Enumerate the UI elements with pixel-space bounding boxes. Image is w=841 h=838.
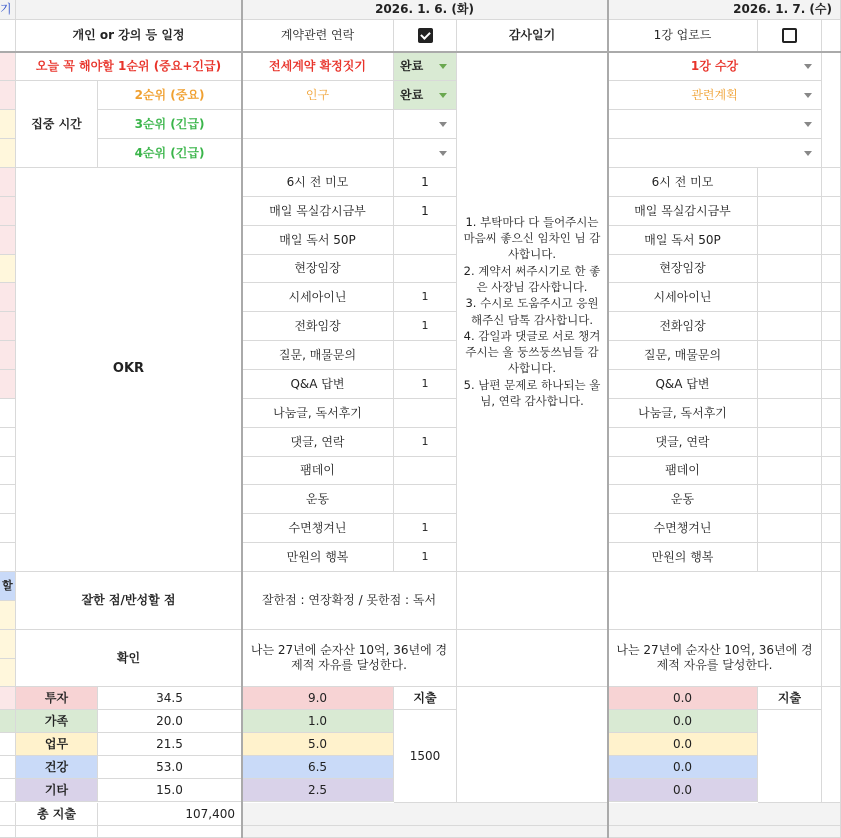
- day2-review[interactable]: [608, 572, 822, 630]
- day2-okr-item-text: 현장임장: [659, 261, 706, 275]
- day2-okr-item-text: Q&A 답변: [655, 376, 710, 391]
- schedule-header: [16, 20, 242, 52]
- day2-okr-value[interactable]: [758, 283, 822, 312]
- day1-category-value-text: 6.5: [307, 759, 328, 774]
- day2-okr-item-text: 매일 독서 50P: [644, 232, 721, 247]
- contact-header-text: 계약관련 연락: [280, 28, 355, 42]
- day1-okr-item: [242, 312, 394, 341]
- day1-okr-item-text: 만원의 행복: [286, 549, 349, 564]
- left-edge-cell: [0, 514, 16, 543]
- day1-okr-item: [242, 168, 394, 197]
- day1-okr-value[interactable]: [394, 197, 457, 226]
- day1-okr-value[interactable]: [394, 255, 457, 283]
- day2-confirm-text: 나는 27년에 순자산 10억, 36년에 경제적 자유를 달성한다.: [616, 643, 813, 672]
- category-total-text: 15.0: [156, 782, 183, 797]
- category-total: [98, 687, 242, 710]
- day1-task-2-text: 인구: [305, 87, 330, 102]
- column-separator: [241, 0, 243, 838]
- category-name: [16, 779, 98, 802]
- category-total: [98, 779, 242, 802]
- category-total-text: 53.0: [156, 759, 183, 774]
- focus-time-text: 집중 시간: [31, 116, 82, 131]
- day2-confirm[interactable]: [608, 630, 822, 687]
- left-edge-cell: [0, 659, 16, 687]
- checkbox-unchecked[interactable]: [782, 28, 797, 43]
- category-name-text: 기타: [44, 782, 69, 797]
- category-name: [16, 710, 98, 733]
- confirm-label: [16, 630, 242, 687]
- category-name-text: 업무: [44, 736, 69, 751]
- left-edge-cell: [0, 52, 16, 81]
- left-edge-cell: [0, 81, 16, 110]
- left-edge-text: 기: [0, 2, 12, 16]
- priority-2-text: 2순위 (중요): [134, 87, 205, 102]
- left-edge-cell: [0, 543, 16, 572]
- day2-okr-value[interactable]: [758, 514, 822, 543]
- category-name: [16, 756, 98, 779]
- day2-okr-item: [608, 168, 758, 197]
- day1-category-value[interactable]: [242, 687, 394, 710]
- day2-category-value-text: 0.0: [672, 736, 693, 751]
- blank-cell: [822, 370, 841, 399]
- day2-task-1-text: 1강 수강: [690, 58, 739, 73]
- category-total-text: 20.0: [156, 713, 183, 728]
- day2-okr-item-text: 시세아이닌: [653, 289, 712, 304]
- total-label-text: 총 지출: [37, 806, 76, 821]
- left-edge-cell: [0, 20, 16, 52]
- date2-text: 2026. 1. 7. (수): [733, 2, 832, 16]
- day2-task-1[interactable]: [608, 52, 822, 81]
- blank-cell: [457, 572, 608, 630]
- day2-okr-item: [608, 399, 758, 428]
- left-edge-header: [0, 0, 16, 20]
- blank-cell: [822, 630, 841, 687]
- day2-task-2-text: 관련계획: [691, 87, 738, 102]
- day2-okr-value[interactable]: [758, 197, 822, 226]
- contact-header: [242, 20, 394, 52]
- blank-cell: [822, 543, 841, 572]
- chevron-down-icon[interactable]: [439, 93, 447, 98]
- day2-okr-item-text: 댓글, 연락: [655, 434, 710, 449]
- day1-status-1-text: 완료: [400, 58, 424, 73]
- upload-header: [608, 20, 758, 52]
- day2-task-2[interactable]: [608, 81, 822, 110]
- total-value-text: 107,400: [185, 806, 235, 821]
- total-label: [16, 803, 98, 826]
- blank-cell: [822, 514, 841, 543]
- day1-okr-item: [242, 457, 394, 485]
- day1-okr-value-text: 1: [421, 203, 429, 218]
- day2-okr-item-text: 팸데이: [665, 463, 700, 477]
- upload-checkbox-cell: [758, 20, 822, 52]
- left-edge-cell: [0, 341, 16, 370]
- day1-okr-item-text: 질문, 매물문의: [278, 347, 357, 362]
- row-separator: [0, 51, 841, 53]
- left-edge-cell: [0, 826, 16, 838]
- contact-checkbox-cell: [394, 20, 457, 52]
- category-name: [16, 733, 98, 756]
- day2-okr-value[interactable]: [758, 341, 822, 370]
- left-edge-cell: [0, 226, 16, 255]
- day1-okr-item: [242, 399, 394, 428]
- day1-okr-value[interactable]: [394, 457, 457, 485]
- day1-expense-label: [394, 687, 457, 710]
- blank-cell: [822, 283, 841, 312]
- day2-category-value-text: 0.0: [672, 782, 693, 797]
- day2-okr-item-text: 전화임장: [659, 318, 706, 333]
- day1-okr-value[interactable]: [394, 514, 457, 543]
- day1-okr-value-text: 1: [421, 290, 429, 304]
- left-edge-cell: [0, 779, 16, 802]
- day2-okr-value[interactable]: [758, 399, 822, 428]
- day2-okr-item-text: 매일 목실감시금부: [634, 203, 731, 218]
- day1-expense-total-text: 1500: [409, 748, 441, 763]
- day1-category-value-text: 2.5: [307, 782, 328, 797]
- category-name-text: 가족: [44, 713, 69, 728]
- left-edge-cell: [0, 572, 16, 601]
- blank-cell: [98, 826, 242, 838]
- day1-okr-item: [242, 283, 394, 312]
- chevron-down-icon[interactable]: [439, 151, 447, 156]
- day1-category-value[interactable]: [242, 733, 394, 756]
- blank-cell: [822, 457, 841, 485]
- day2-okr-item: [608, 543, 758, 572]
- day2-okr-value[interactable]: [758, 485, 822, 514]
- priority-1: [16, 52, 242, 81]
- left-edge-cell: [0, 139, 16, 168]
- day1-okr-value-text: 1: [421, 319, 429, 333]
- day1-okr-item-text: 팸데이: [300, 463, 335, 477]
- day1-okr-value-text: 1: [421, 435, 429, 449]
- left-edge-cell: [0, 687, 16, 710]
- day2-okr-item: [608, 514, 758, 543]
- category-total-text: 21.5: [156, 736, 183, 751]
- left-edge-cell: [0, 733, 16, 756]
- chevron-down-icon[interactable]: [439, 122, 447, 127]
- day1-okr-item-text: 현장임장: [294, 261, 341, 275]
- day1-category-value[interactable]: [242, 756, 394, 779]
- blank-cell: [822, 168, 841, 197]
- day1-review[interactable]: [242, 572, 457, 630]
- blank-cell: [16, 826, 98, 838]
- day1-status-3[interactable]: [394, 110, 457, 139]
- day1-okr-value[interactable]: [394, 283, 457, 312]
- left-edge-cell: [0, 399, 16, 428]
- chevron-down-icon[interactable]: [804, 151, 812, 156]
- category-name-text: 투자: [44, 690, 69, 705]
- gratitude-journal[interactable]: [457, 52, 608, 572]
- day1-okr-item: [242, 428, 394, 457]
- day2-okr-item: [608, 370, 758, 399]
- blank-cell: [822, 572, 841, 630]
- left-edge-cell: [0, 283, 16, 312]
- blank-cell: [822, 341, 841, 370]
- left-edge-cell: [0, 601, 16, 630]
- day1-okr-item: [242, 226, 394, 255]
- day1-okr-item: [242, 370, 394, 399]
- day1-okr-value[interactable]: [394, 399, 457, 428]
- day1-okr-value[interactable]: [394, 341, 457, 370]
- focus-time-label: [16, 81, 98, 168]
- category-name: [16, 687, 98, 710]
- day1-okr-item: [242, 197, 394, 226]
- day1-okr-item-text: 나눔글, 독서후기: [273, 405, 362, 420]
- day1-okr-value-text: 1: [421, 521, 429, 535]
- day2-okr-value[interactable]: [758, 457, 822, 485]
- day1-category-value-text: 9.0: [307, 690, 328, 705]
- day2-okr-item: [608, 485, 758, 514]
- day1-status-2[interactable]: [394, 81, 457, 110]
- day1-okr-value[interactable]: [394, 370, 457, 399]
- left-edge-cell: [0, 110, 16, 139]
- day1-okr-item: [242, 485, 394, 514]
- day1-category-value[interactable]: [242, 710, 394, 733]
- day1-review-text: 잘한점 : 연장확정 / 못한점 : 독서: [261, 593, 437, 607]
- chevron-down-icon[interactable]: [804, 122, 812, 127]
- day1-status-4[interactable]: [394, 139, 457, 168]
- day1-okr-item-text: 수면챙겨닌: [288, 520, 347, 535]
- day1-okr-value[interactable]: [394, 312, 457, 341]
- left-edge-cell: [0, 428, 16, 457]
- day1-okr-item: [242, 514, 394, 543]
- schedule-header-text: 개인 or 강의 등 일정: [72, 28, 185, 42]
- category-name-text: 건강: [44, 759, 69, 774]
- blank-cell: [822, 197, 841, 226]
- day1-confirm-text: 나는 27년에 순자산 10억, 36년에 경제적 자유를 달성한다.: [250, 643, 448, 672]
- chevron-down-icon[interactable]: [804, 64, 812, 69]
- day2-category-value[interactable]: [608, 733, 758, 756]
- day1-task-1-text: 전세계약 확정짓기: [269, 58, 366, 73]
- left-edge-cell: [0, 255, 16, 283]
- blank-cell: [822, 226, 841, 255]
- left-edge-cell: [0, 312, 16, 341]
- day1-okr-value-text: 1: [421, 550, 429, 564]
- day1-okr-item-text: 전화임장: [294, 318, 341, 333]
- day1-okr-item-text: Q&A 답변: [290, 376, 345, 391]
- review-label: [16, 572, 242, 630]
- left-edge-cell: [0, 803, 16, 826]
- blank-cell: [457, 630, 608, 687]
- date-header-2: [608, 0, 841, 20]
- day1-okr-item: [242, 341, 394, 370]
- day1-expense-label-text: 지출: [413, 690, 437, 705]
- left-edge-cell: [0, 370, 16, 399]
- day2-category-value-text: 0.0: [672, 759, 693, 774]
- blank-cell: [822, 312, 841, 341]
- chevron-down-icon[interactable]: [439, 64, 447, 69]
- day1-okr-item: [242, 255, 394, 283]
- day2-category-value[interactable]: [608, 756, 758, 779]
- checkbox-checked[interactable]: [418, 28, 433, 43]
- blank-cell: [457, 687, 608, 803]
- day2-category-value[interactable]: [608, 710, 758, 733]
- day2-task-3[interactable]: [608, 110, 822, 139]
- upload-header-text: 1강 업로드: [653, 28, 712, 42]
- day1-okr-value-text: 1: [421, 377, 429, 391]
- day2-okr-value[interactable]: [758, 428, 822, 457]
- day2-okr-item: [608, 428, 758, 457]
- day1-okr-value[interactable]: [394, 428, 457, 457]
- blank-cell: [822, 255, 841, 283]
- priority-3-text: 3순위 (긴급): [134, 116, 205, 131]
- day2-okr-item-text: 수면챙겨닌: [653, 520, 712, 535]
- okr-label: [16, 168, 242, 572]
- day1-task-1[interactable]: [242, 52, 394, 81]
- day1-okr-value-text: 1: [421, 174, 429, 189]
- day1-okr-value[interactable]: [394, 226, 457, 255]
- day1-task-3[interactable]: [242, 110, 394, 139]
- left-edge-cell: [0, 485, 16, 514]
- day1-okr-item-text: 댓글, 연락: [290, 434, 345, 449]
- blank-cell: [822, 52, 841, 168]
- gratitude-text: 1. 부탁마다 다 들어주시는 마음씨 좋으신 임차인 님 감사합니다. 2. 계약서 써주시기로 한 좋은 사장님 감사합니다. 3. 수시로 도움주시고 응원해주신 담톡 감사합니다. 4. 감일과 댓글로 서로 챙겨주시는 울 둥쓰둥쓰님들 감사합니다. 5. 남편 문제로 하나되는 울님, 연락 감사합니다.: [463, 214, 601, 409]
- blank-cell: [822, 20, 841, 52]
- day1-status-2-text: 완료: [400, 87, 424, 102]
- priority-4: [98, 139, 242, 168]
- blank-cell: [822, 399, 841, 428]
- day2-okr-item: [608, 312, 758, 341]
- column-separator: [607, 0, 609, 838]
- day2-task-4[interactable]: [608, 139, 822, 168]
- day1-task-4[interactable]: [242, 139, 394, 168]
- day1-okr-item-text: 6시 전 미모: [286, 174, 349, 189]
- day2-okr-item: [608, 197, 758, 226]
- left-edge-cell: [0, 756, 16, 779]
- priority-2: [98, 81, 242, 110]
- date1-text: 2026. 1. 6. (화): [375, 2, 474, 16]
- left-edge-cell: [0, 168, 16, 197]
- confirm-label-text: 확인: [116, 650, 141, 665]
- day2-okr-value[interactable]: [758, 370, 822, 399]
- priority-1-text: 오늘 꼭 해야할 1순위 (중요+긴급): [35, 58, 222, 73]
- day1-status-1[interactable]: [394, 52, 457, 81]
- day2-okr-item-text: 나눔글, 독서후기: [638, 405, 727, 420]
- day2-category-value-text: 0.0: [672, 690, 693, 705]
- day2-expense-total[interactable]: [758, 710, 822, 803]
- day2-okr-value[interactable]: [758, 226, 822, 255]
- day2-okr-value[interactable]: [758, 312, 822, 341]
- day2-okr-item: [608, 341, 758, 370]
- left-edge-cell: [0, 630, 16, 659]
- day2-category-value-text: 0.0: [672, 713, 693, 728]
- day2-okr-value[interactable]: [758, 168, 822, 197]
- day1-category-value-text: 1.0: [307, 713, 328, 728]
- day1-okr-item-text: 운동: [305, 491, 330, 506]
- day2-okr-value[interactable]: [758, 543, 822, 572]
- header-blank: [16, 0, 242, 20]
- day1-expense-total[interactable]: [394, 710, 457, 803]
- day1-okr-item-text: 매일 독서 50P: [279, 232, 356, 247]
- day2-expense-label: [758, 687, 822, 710]
- category-total: [98, 756, 242, 779]
- day2-expense-label-text: 지출: [777, 690, 802, 705]
- day2-okr-item-text: 운동: [670, 491, 695, 506]
- gratitude-header-text: 감사일기: [508, 28, 556, 42]
- blank-cell: [242, 803, 841, 826]
- left-edge-cell: [0, 457, 16, 485]
- blank-cell: [822, 428, 841, 457]
- day1-okr-value[interactable]: [394, 485, 457, 514]
- okr-label-text: OKR: [112, 361, 145, 377]
- left-edge-cell: [0, 197, 16, 226]
- total-value: [98, 803, 242, 826]
- left-edge-label: 할: [2, 579, 13, 593]
- day2-okr-item-text: 만원의 행복: [651, 549, 714, 564]
- day1-okr-item-text: 시세아이닌: [288, 289, 347, 304]
- day1-category-value-text: 5.0: [307, 736, 328, 751]
- blank-cell: [242, 826, 841, 838]
- day1-okr-item: [242, 543, 394, 572]
- day1-confirm[interactable]: [242, 630, 457, 687]
- date-header-1: [242, 0, 608, 20]
- day2-okr-item: [608, 283, 758, 312]
- priority-4-text: 4순위 (긴급): [134, 145, 205, 160]
- category-total: [98, 733, 242, 756]
- category-total-text: 34.5: [156, 690, 183, 705]
- review-label-text: 잘한 점/반성할 점: [81, 593, 176, 607]
- blank-cell: [822, 687, 841, 803]
- day1-category-value[interactable]: [242, 779, 394, 802]
- day2-okr-item: [608, 457, 758, 485]
- day1-okr-item-text: 매일 목실감시금부: [269, 203, 366, 218]
- day2-category-value[interactable]: [608, 779, 758, 802]
- day1-task-2[interactable]: [242, 81, 394, 110]
- day2-okr-value[interactable]: [758, 255, 822, 283]
- left-edge-cell: [0, 710, 16, 733]
- day1-okr-value[interactable]: [394, 168, 457, 197]
- day2-okr-item: [608, 255, 758, 283]
- chevron-down-icon[interactable]: [804, 93, 812, 98]
- category-total: [98, 710, 242, 733]
- gratitude-header: [457, 20, 608, 52]
- day1-okr-value[interactable]: [394, 543, 457, 572]
- day2-okr-item: [608, 226, 758, 255]
- day2-category-value[interactable]: [608, 687, 758, 710]
- day2-okr-item-text: 질문, 매물문의: [643, 347, 722, 362]
- blank-cell: [822, 485, 841, 514]
- priority-3: [98, 110, 242, 139]
- day2-okr-item-text: 6시 전 미모: [651, 174, 714, 189]
